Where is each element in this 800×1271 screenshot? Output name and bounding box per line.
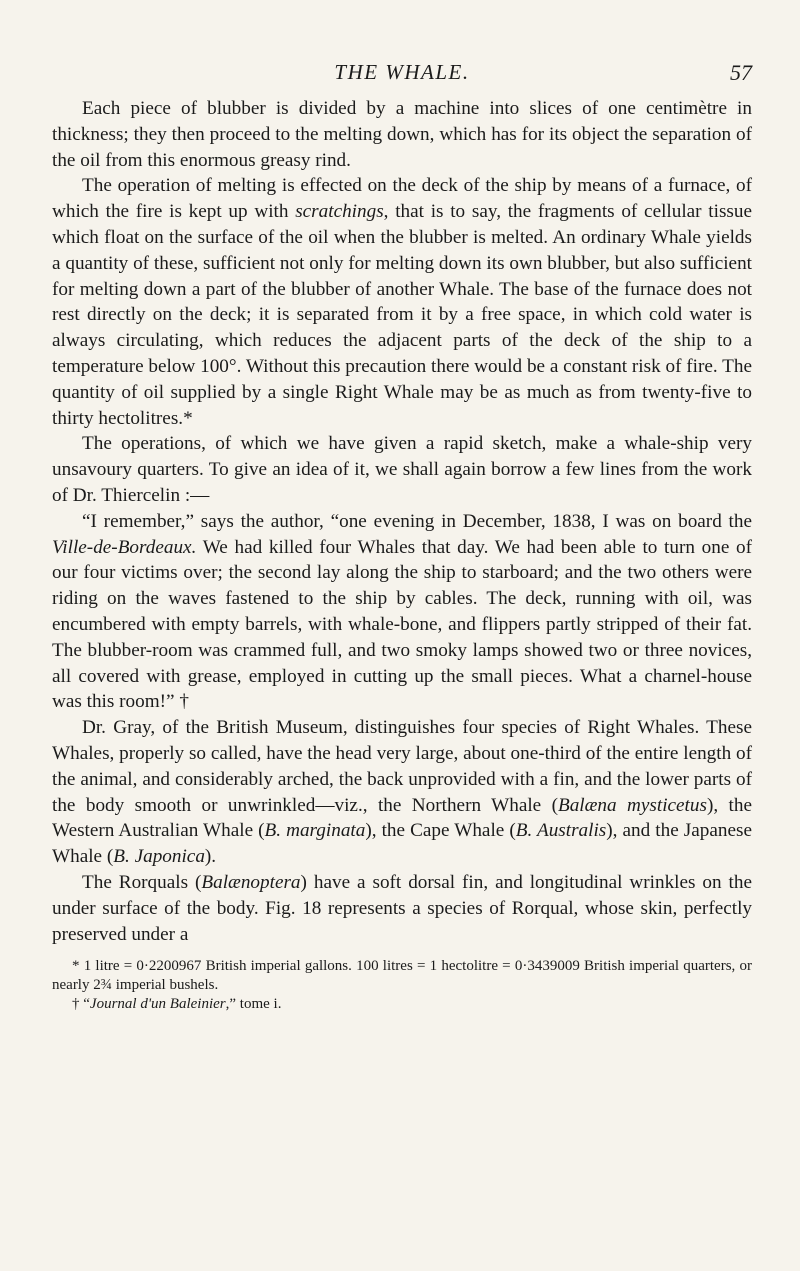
page-number: 57 xyxy=(730,60,752,85)
text-run: ), the Western Australian Whale ( xyxy=(52,794,752,842)
text-run: † “ xyxy=(72,996,90,1013)
italic-text: Journal d'un Baleinier xyxy=(89,996,226,1013)
body-text xyxy=(52,96,752,947)
italic-text: B. marginata xyxy=(264,820,366,842)
italic-text: Balænoptera xyxy=(201,871,301,893)
text-run: * 1 litre = 0·2200967 British imperial gallons. 100 litres = 1 hectolitre = 0·3439009 British imperial quarters, or nearly 2¾ imperial bushels. xyxy=(52,958,752,994)
running-title: THE WHALE. xyxy=(334,60,470,84)
paragraph xyxy=(52,431,752,508)
footnotes xyxy=(52,957,752,1014)
page-header xyxy=(52,60,752,96)
italic-text: Balæna mysticetus xyxy=(557,794,707,816)
text-run: The operations, of which we have given a rapid sketch, make a whale-ship very unsavoury quarters. To give an idea of it, we shall again borrow a few lines from the work of Dr. Thiercelin :— xyxy=(52,433,752,506)
text-run: Dr. Gray, of the British Museum, distinguishes four species of Right Whales. These Whales, properly so called, have the head very large, about one-third of the entire length of the animal, and considerably arched, the back unprovided with a fin, and the lower parts of the body smooth or unwrinkled—viz., the Northern Whale ( xyxy=(52,717,752,816)
text-run: The operation of melting is effected on the deck of the ship by means of a furnace, of which the fire is kept up with xyxy=(52,175,752,223)
text-run: ), and the Japanese Whale ( xyxy=(52,820,752,868)
paragraph xyxy=(52,96,752,173)
text-run: The Rorquals ( xyxy=(82,871,202,893)
text-run: , that is to say, the fragments of cellular tissue which float on the surface of the oil when the blubber is melted. An ordinary Whale yields a quantity of these, sufficient not only for melting down its own blubber, but also sufficient for melting down a part of the blubber of another Whale. The base of the furnace does not rest directly on the deck; it is separated from it by a free space, in which cold water is always circulating, which reduces the adjacent parts of the deck of the ship to a temperature below 100°. Without this precaution there would be a constant risk of fire. The quantity of oil supplied by a single Right Whale may be as much as from twenty-five to thirty hectolitres.* xyxy=(52,201,753,429)
italic-text: B. Australis xyxy=(515,820,607,842)
paragraph xyxy=(52,509,752,715)
text-run: ), the Cape Whale ( xyxy=(365,820,516,842)
italic-text: Ville-de-Bordeaux. xyxy=(52,536,197,558)
text-run: “I remember,” says the author, “one evening in December, 1838, I was on board the xyxy=(82,510,752,532)
paragraph xyxy=(52,870,752,947)
italic-text: B. Japonica xyxy=(113,846,205,868)
text-run: Each piece of blubber is divided by a machine into slices of one centimètre in thickness; they then proceed to the melting down, which has for its object the separation of the oil from this enormous greasy rind. xyxy=(52,98,752,171)
book-page xyxy=(52,60,752,1014)
text-run: ). xyxy=(204,846,217,868)
text-run: ) have a soft dorsal fin, and longitudinal wrinkles on the under surface of the body. Fig. 18 represents a species of Rorqual, whose skin, perfectly preserved under a xyxy=(52,871,752,945)
footnote xyxy=(52,957,752,995)
italic-text: scratchings xyxy=(295,201,384,223)
text-run: We had killed four Whales that day. We had been able to turn one of our four victims over; the second lay along the ship to starboard; and the two others were riding on the waves fastened to the ship by cables. The deck, running with oil, was encumbered with empty barrels, with whale-bone, and flippers partly stripped of their fat. The blubber-room was crammed full, and two smoky lamps showed two or three novices, all covered with grease, employed in cutting up the small pieces. What a charnel-house was this room!” † xyxy=(52,536,752,713)
paragraph xyxy=(52,715,752,870)
text-run: ,” tome i. xyxy=(225,996,282,1013)
paragraph xyxy=(52,173,752,431)
footnote xyxy=(52,995,752,1014)
